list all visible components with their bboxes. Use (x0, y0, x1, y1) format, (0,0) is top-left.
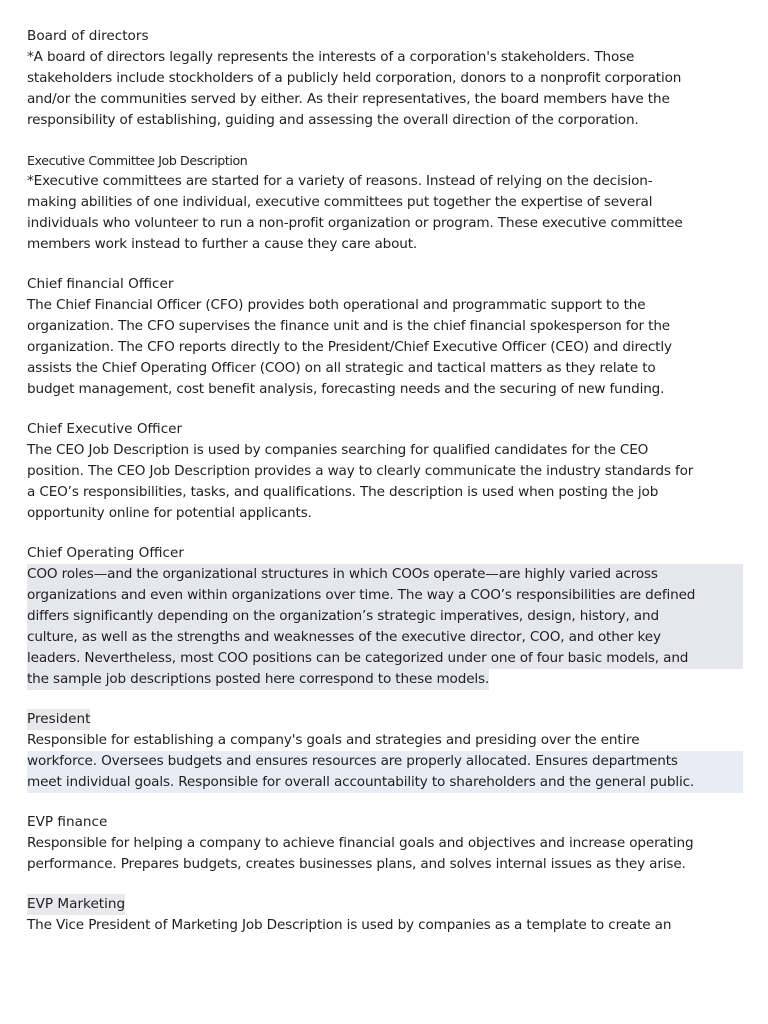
section-heading: EVP Marketing (27, 894, 125, 915)
section-evp-finance (27, 812, 743, 875)
paragraph-line: Responsible for helping a company to achieve financial goals and objectives and increase operating (27, 835, 694, 851)
section-board-of-directors (27, 26, 743, 131)
section-evp-marketing (27, 894, 743, 936)
paragraph-line: The Vice President of Marketing Job Description is used by companies as a template to create an (27, 917, 672, 933)
paragraph-line: a CEO’s responsibilities, tasks, and qualifications. The description is used when posting the job (27, 484, 659, 500)
section-chief-operating-officer (27, 543, 743, 690)
highlighted-paragraph-line: meet individual goals. Responsible for overall accountability to shareholders and the general public. (27, 772, 743, 793)
paragraph-line: Responsible for establishing a company's goals and strategies and presiding over the entire (27, 732, 640, 748)
highlighted-paragraph-line: leaders. Nevertheless, most COO positions can be categorized under one of four basic models, and (27, 648, 743, 669)
paragraph-line: individuals who volunteer to run a non-profit organization or program. These executive committee (27, 215, 683, 231)
paragraph-line: assists the Chief Operating Officer (COO) on all strategic and tactical matters as they relate to (27, 360, 656, 376)
paragraph-line: organization. The CFO reports directly to the President/Chief Executive Officer (CEO) and directly (27, 339, 672, 355)
highlighted-paragraph-line: COO roles—and the organizational structures in which COOs operate—are highly varied across (27, 564, 743, 585)
paragraph-line: performance. Prepares budgets, creates businesses plans, and solves internal issues as they arise. (27, 856, 686, 872)
highlighted-paragraph-line: differs significantly depending on the organization’s strategic imperatives, design, history, and (27, 606, 743, 627)
section-heading: President (27, 709, 90, 730)
paragraph-line: stakeholders include stockholders of a publicly held corporation, donors to a nonprofit corporation (27, 70, 682, 86)
section-heading: Chief Executive Officer (27, 421, 183, 437)
paragraph-line: The CEO Job Description is used by companies searching for qualified candidates for the CEO (27, 442, 649, 458)
highlighted-paragraph-line: workforce. Oversees budgets and ensures resources are properly allocated. Ensures departments (27, 751, 743, 772)
paragraph-line: budget management, cost benefit analysis, forecasting needs and the securing of new funding. (27, 381, 665, 397)
paragraph-line: members work instead to further a cause they care about. (27, 236, 418, 252)
paragraph-line: *A board of directors legally represents the interests of a corporation's stakeholders. Those (27, 49, 635, 65)
paragraph-line: *Executive committees are started for a variety of reasons. Instead of relying on the decision- (27, 173, 653, 189)
highlighted-paragraph-line: the sample job descriptions posted here correspond to these models. (27, 669, 489, 690)
highlighted-paragraph-line: organizations and even within organizations over time. The way a COO’s responsibilities are defined (27, 585, 743, 606)
section-heading: EVP finance (27, 814, 108, 830)
section-heading: Executive Committee Job Description (27, 153, 248, 168)
paragraph-line: responsibility of establishing, guiding and assessing the overall direction of the corporation. (27, 112, 639, 128)
section-chief-financial-officer (27, 274, 743, 400)
section-heading: Chief Operating Officer (27, 545, 184, 561)
paragraph-line: opportunity online for potential applicants. (27, 505, 312, 521)
paragraph-line: and/or the communities served by either. As their representatives, the board members have the (27, 91, 670, 107)
section-chief-executive-officer (27, 419, 743, 524)
paragraph-line: making abilities of one individual, executive committees put together the expertise of several (27, 194, 653, 210)
paragraph-line: The Chief Financial Officer (CFO) provides both operational and programmatic support to the (27, 297, 646, 313)
section-executive-committee (27, 150, 743, 255)
highlighted-paragraph-line: culture, as well as the strengths and weaknesses of the executive director, COO, and other key (27, 627, 743, 648)
section-president (27, 709, 743, 793)
paragraph-line: organization. The CFO supervises the finance unit and is the chief financial spokesperson for the (27, 318, 671, 334)
section-heading: Board of directors (27, 28, 149, 44)
paragraph-line: position. The CEO Job Description provides a way to clearly communicate the industry standards for (27, 463, 694, 479)
document-page (27, 26, 743, 936)
section-heading: Chief financial Officer (27, 276, 174, 292)
